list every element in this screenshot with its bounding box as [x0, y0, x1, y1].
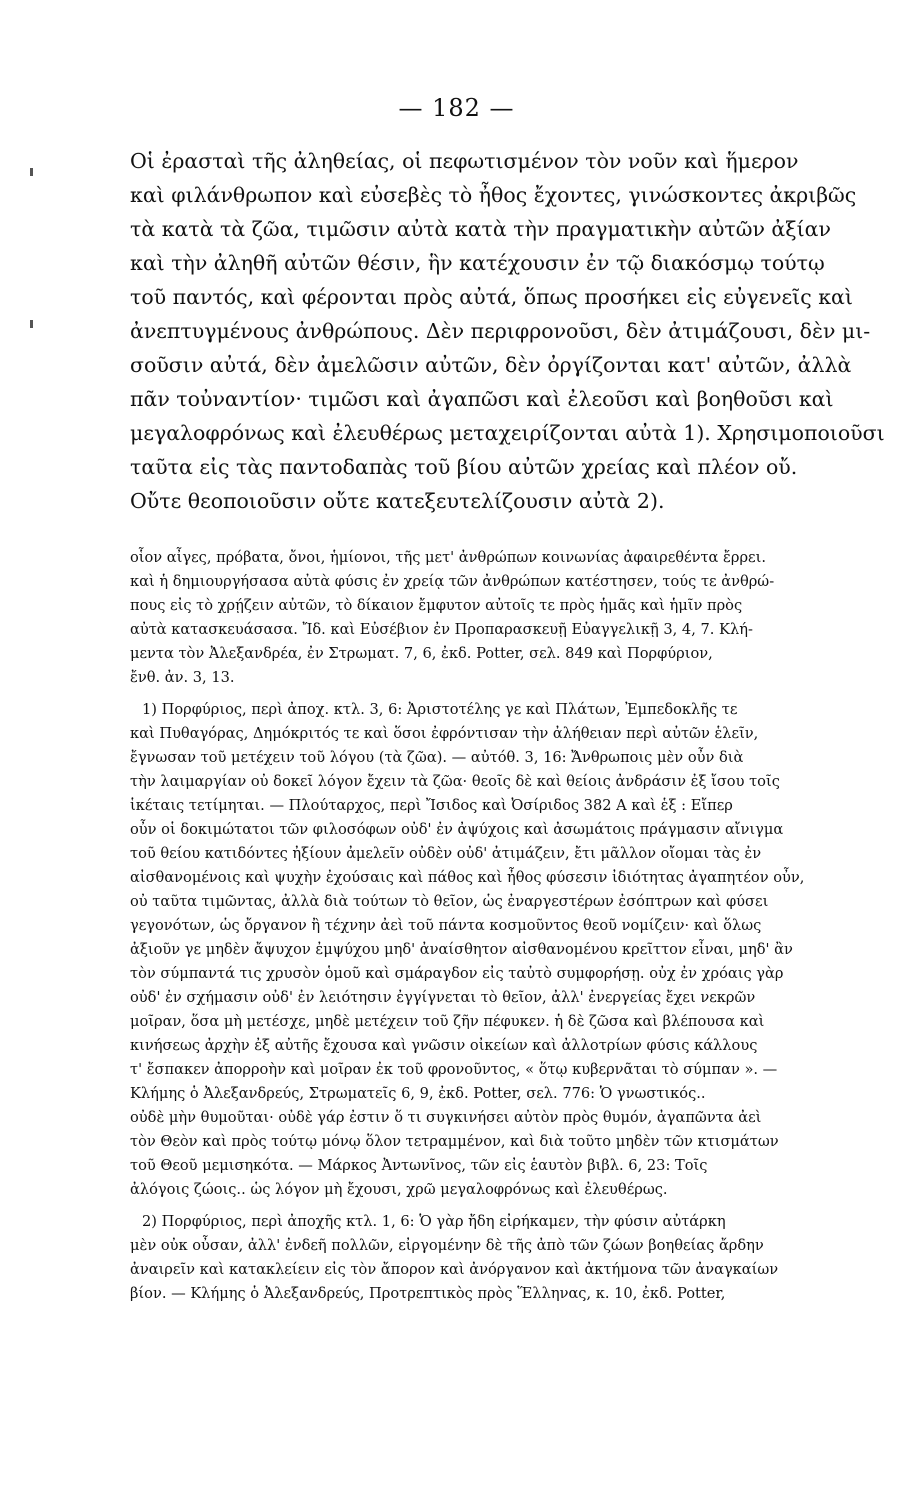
- footnote-line: τ' ἔσπακεν ἀπορροὴν καὶ μοῖραν ἐκ τοῦ φρονοῦντος, « ὅτῳ κυβερνᾶται τὸ σύμπαν ». —: [130, 1061, 778, 1078]
- footnote-line: βίον. — Κλήμης ὁ Ἀλεξανδρεύς, Προτρεπτικὸς πρὸς Ἕλληνας, κ. 10, ἐκδ. Potter,: [130, 1285, 726, 1302]
- footnote-continuation: [130, 546, 830, 690]
- main-line: σοῦσιν αὐτά, δὲν ἀμελῶσιν αὐτῶν, δὲν ὀργίζονται κατ' αὐτῶν, ἀλλὰ: [130, 353, 852, 377]
- footnote-line: αὐτὰ κατασκευάσασα. Ἴδ. καὶ Εὐσέβιον ἐν Προπαρασκευῇ Εὐαγγελικῇ 3, 4, 7. Κλή-: [130, 621, 753, 638]
- footnote-line: αἰσθανομένοις καὶ ψυχὴν ἐχούσαις καὶ πάθος καὶ ἦθος φύσεσιν ἰδιότητας ἀγαπητέον οὖν,: [130, 869, 805, 886]
- footnote-line: καὶ ἡ δημιουργήσασα αὐτὰ φύσις ἐν χρείᾳ τῶν ἀνθρώπων κατέστησεν, τούς τε ἀνθρώ-: [130, 573, 775, 590]
- footnote-line: τοῦ θείου κατιδόντες ἠξίουν ἀμελεῖν οὐδὲν οὐδ' ἀτιμάζειν, ἔτι μᾶλλον οἴομαι τὰς ἐν: [130, 845, 762, 862]
- footnote-line: ἀναιρεῖν καὶ κατακλείειν εἰς τὸν ἄπορον καὶ ἀνόργανον καὶ ἀκτήμονα τῶν ἀναγκαίων: [130, 1261, 779, 1278]
- footnote-line: Κλήμης ὁ Ἀλεξανδρεύς, Στρωματεῖς 6, 9, ἐκδ. Potter, σελ. 776: Ὁ γνωστικός..: [130, 1085, 706, 1102]
- footnote-line: τὸν σύμπαντά τις χρυσὸν ὁμοῦ καὶ σμάραγδον εἰς ταὐτὸ συμφορήσῃ. οὐχ ἐν χρόαις γὰρ: [130, 965, 784, 982]
- footnote-line: οὐ ταῦτα τιμῶντας, ἀλλὰ διὰ τούτων τὸ θεῖον, ὡς ἐναργεστέρων ἐσόπτρων καὶ φύσει: [130, 893, 769, 910]
- main-line: Οἱ ἐρασταὶ τῆς ἀληθείας, οἱ πεφωτισμένον τὸν νοῦν καὶ ἥμερον: [130, 149, 799, 173]
- footnote-line: ἱκέταις τετίμηται. — Πλούταρχος, περὶ Ἴσιδος καὶ Ὀσίριδος 382 Α καὶ ἑξ : Εἴπερ: [130, 797, 733, 814]
- footnote-line: καὶ Πυθαγόρας, Δημόκριτός τε καὶ ὅσοι ἐφρόντισαν τὴν ἀλήθειαν περὶ αὐτῶν ἑλεῖν,: [130, 725, 759, 742]
- main-line: ταῦτα εἰς τὰς παντοδαπὰς τοῦ βίου αὐτῶν χρείας καὶ πλέον οὔ.: [130, 455, 798, 479]
- footnote-line: τοῦ Θεοῦ μεμισηκότα. — Μάρκος Ἀντωνῖνος, τῶν εἰς ἑαυτὸν βιβλ. 6, 23: Τοῖς: [130, 1157, 708, 1174]
- footnote-line: τὴν λαιμαργίαν οὐ δοκεῖ λόγον ἔχειν τὰ ζῶα· θεοῖς δὲ καὶ θείοις ἀνδράσιν ἐξ ἴσου τοῖς: [130, 773, 780, 790]
- footnote-line: ἔγνωσαν τοῦ μετέχειν τοῦ λόγου (τὰ ζῶα). — αὐτόθ. 3, 16: Ἄνθρωποις μὲν οὖν διὰ: [130, 749, 744, 766]
- footnote-line: οὐδ' ἐν σχήμασιν οὐδ' ἐν λειότησιν ἐγγίγνεται τὸ θεῖον, ἀλλ' ἐνεργείας ἔχει νεκρῶν: [130, 989, 756, 1006]
- footnote-line: τὸν Θεὸν καὶ πρὸς τούτῳ μόνῳ ὅλον τετραμμένον, καὶ διὰ τοῦτο μηδὲν τῶν κτισμάτων: [130, 1133, 779, 1150]
- footnote-line: μοῖραν, ὅσα μὴ μετέσχε, μηδὲ μετέχειν τοῦ ζῆν πέφυκεν. ἡ δὲ ζῶσα καὶ βλέπουσα καὶ: [130, 1013, 765, 1030]
- page-number: — 182 —: [398, 94, 515, 122]
- footnote-line: κινήσεως ἀρχὴν ἐξ αὐτῆς ἔχουσα καὶ γνῶσιν οἰκείων καὶ ἀλλοτρίων φύσις κάλλους: [130, 1037, 758, 1054]
- footnote-2: [130, 1210, 830, 1306]
- main-line: ἀνεπτυγμένους ἀνθρώπους. Δὲν περιφρονοῦσι, δὲν ἀτιμάζουσι, δὲν μι-: [130, 319, 871, 343]
- main-line: τοῦ παντός, καὶ φέρονται πρὸς αὐτά, ὅπως προσήκει εἰς εὐγενεῖς καὶ: [130, 285, 853, 309]
- footnote-line: μὲν οὐκ οὖσαν, ἀλλ' ἐνδεῆ πολλῶν, εἰργομένην δὲ τῆς ἀπὸ τῶν ζώων βοηθείας ἄρδην: [130, 1237, 764, 1254]
- margin-speck: [30, 320, 33, 328]
- footnote-line: οἷον αἶγες, πρόβατα, ὄνοι, ἡμίονοι, τῆς μετ' ἀνθρώπων κοινωνίας ἀφαιρεθέντα ἔρρει.: [130, 549, 766, 566]
- footnote-line: ἔνθ. ἀν. 3, 13.: [130, 669, 235, 686]
- main-line: τὰ κατὰ τὰ ζῶα, τιμῶσιν αὐτὰ κατὰ τὴν πραγματικὴν αὐτῶν ἀξίαν: [130, 217, 831, 241]
- footnote-line: οὖν οἱ δοκιμώτατοι τῶν φιλοσόφων οὐδ' ἐν ἀψύχοις καὶ ἀσωμάτοις πράγμασιν αἴνιγμα: [130, 821, 784, 838]
- footnote-line: γεγονότων, ὡς ὄργανον ἢ τέχνην ἀεὶ τοῦ πάντα κοσμοῦντος θεοῦ νομίζειν· καὶ ὅλως: [130, 917, 762, 934]
- main-line: καὶ τὴν ἀληθῆ αὐτῶν θέσιν, ἣν κατέχουσιν ἐν τῷ διακόσμῳ τούτῳ: [130, 251, 825, 275]
- main-line: μεγαλοφρόνως καὶ ἐλευθέρως μεταχειρίζονται αὐτὰ 1). Χρησιμοποιοῦσι: [130, 421, 885, 445]
- margin-speck: [30, 168, 33, 176]
- footnote-line: μεντα τὸν Ἀλεξανδρέα, ἐν Στρωματ. 7, 6, ἐκδ. Potter, σελ. 849 καὶ Πορφύριον,: [130, 645, 713, 662]
- main-line: καὶ φιλάνθρωπον καὶ εὐσεβὲς τὸ ἦθος ἔχοντες, γινώσκοντες ἀκριβῶς: [130, 183, 857, 207]
- footnote-1: [130, 698, 830, 1202]
- main-line: Οὔτε θεοποιοῦσιν οὔτε κατεξευτελίζουσιν αὐτὰ 2).: [130, 489, 665, 513]
- main-line: πᾶν τοὐναντίον· τιμῶσι καὶ ἀγαπῶσι καὶ ἐλεοῦσι καὶ βοηθοῦσι καὶ: [130, 387, 834, 411]
- main-text: [130, 144, 885, 518]
- footnote-line: ἀξιοῦν γε μηδὲν ἄψυχον ἐμψύχου μηδ' ἀναίσθητον αἰσθανομένου κρεῖττον εἶναι, μηδ' ἂν: [130, 941, 793, 958]
- footnote-line: οὐδὲ μὴν θυμοῦται· οὐδὲ γάρ ἐστιν ὅ τι συγκινήσει αὐτὸν πρὸς θυμόν, ἀγαπῶντα ἀεὶ: [130, 1109, 762, 1126]
- footnotes: [130, 546, 830, 1306]
- footnote-line: πους εἰς τὸ χρῄζειν αὐτῶν, τὸ δίκαιον ἔμφυτον αὐτοῖς τε πρὸς ἡμᾶς καὶ ἡμῖν πρὸς: [130, 597, 743, 614]
- footnote-line: 1) Πορφύριος, περὶ ἀποχ. κτλ. 3, 6: Ἀριστοτέλης γε καὶ Πλάτων, Ἐμπεδοκλῆς τε: [142, 701, 738, 718]
- footnote-line: ἀλόγοις ζώοις.. ὡς λόγον μὴ ἔχουσι, χρῶ μεγαλοφρόνως καὶ ἐλευθέρως.: [130, 1181, 668, 1198]
- footnote-line: 2) Πορφύριος, περὶ ἀποχῆς κτλ. 1, 6: Ὁ γὰρ ἤδη εἰρήκαμεν, τὴν φύσιν αὐτάρκη: [142, 1213, 726, 1230]
